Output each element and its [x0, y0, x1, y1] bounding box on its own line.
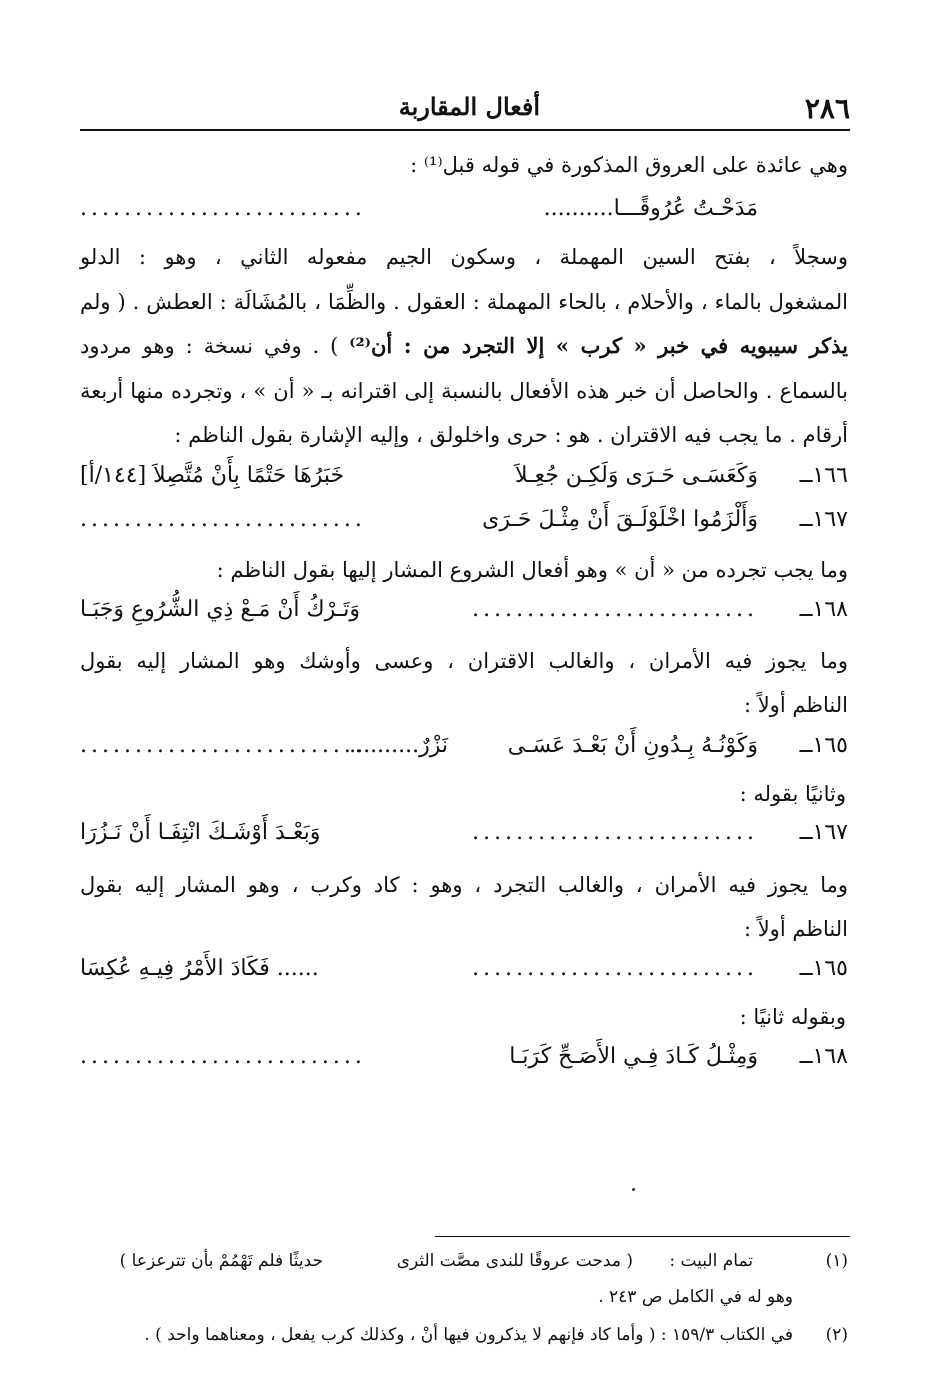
verse-hemistich-2: .......................... [80, 507, 366, 532]
verse-168b [80, 1044, 848, 1078]
print-speck [632, 1188, 635, 1191]
verse-hemistich-2: .......................... [80, 733, 366, 758]
verse-number: ١٦٥ــ [799, 733, 848, 758]
footnote-1-number: (١) [825, 1251, 848, 1271]
verse-hemistich-2: ...... فَكَادَ الأَمْرُ فِيـهِ عُكِسَا [80, 956, 319, 981]
verse-number: ١٦٧ــ [799, 507, 848, 532]
verse-number: ١٦٨ــ [799, 1044, 848, 1069]
verse-hemistich-2: خَبَرُهَا حَتْمًا بِأَنْ مُتَّصِلاَ [١٤٤/أ] [80, 463, 345, 488]
body-line-8: وما يجوز فيه الأمران ، والغالب الاقتران ، وعسى وأوشك وهو المشار إليه بقول [80, 649, 848, 673]
verse-number: ١٦٨ــ [799, 597, 848, 622]
verse-hemistich-1: .......................... [472, 597, 758, 622]
book-page: ٢٨٦ أفعال المقاربة وهي عائدة على العروق المذكورة في قوله قبل⁽¹⁾ : مَدَحْـتُ عُرُوقًـــا.......... .......................... وسجلاً ، بفتح السين المهملة ، وسكون الجيم مفعوله الثاني ، وهو : الدلو المشغول بالماء ، والأحلام ، بالحاء المهملة : العقول . والظِّمَا ، بالمُشَالَة : العطش . ( ولم يذكر سيبويه في خبر « كرب » إلا التجرد من : أن⁽²⁾ ) . وفي نسخة : وهو مردود بالسماع . والحاصل أن خبر هذه الأفعال بالنسبة إلى اقترانه بـ « أن » ، وتجرده منها أربعة أرقام . ما يجب فيه الاقتران . هو : حرى واخلولق ، وإليه الإشارة بقول الناظم : ١٦٦ــ وَكَعَسَـى حَـرَى وَلَكِـن جُعِـلاَ خَبَرُهَا حَتْمًا بِأَنْ مُتَّصِلاَ [١٤٤/أ] ١٦٧ــ وَأَلْزَمُوا اخْلَوْلَـقَ أَنْ مِثْـلَ حَـرَى .......................... وما يجب تجرده من « أن » وهو أفعال الشروع المشار إليها بقول الناظم : ١٦٨ــ .......................... وَتَـرْكُ أَنْ مَـعْ ذِي الشُّرُوعِ وَجَبَـا وما يجوز فيه الأمران ، والغالب الاقتران ، وعسى وأوشك وهو المشار إليه بقول الناظم أولاً : ١٦٥ــ وَكَوْنُـهُ بِـدُونِ أَنْ بَعْـدَ عَسَـى نَزْرٌ.......... .......................... وثانيًا بقوله : ١٦٧ــ .......................... وَبَعْـدَ أَوْشَـكَ انْتِفَـا أَنْ نَـزُرَا وما يجوز فيه الأمران ، والغالب التجرد ، وهو : كاد وكرب ، وهو المشار إليه بقول الناظم أولاً : ١٦٥ــ .......................... ...... فَكَادَ الأَمْرُ فِيـهِ عُكِسَا وبقوله ثانيًا : ١٦٨ــ وَمِثْـلُ كَـادَ فِـي الأَصَـحِّ كَرَبَـا .......................... (١) تمام البيت : ( مدحت عروقًا للندى مصَّت الثرى حديثًا فلم تَهْمُمْ بأن تترعزعا ) وهو له في الكامل ص ٢٤٣ . (٢) في الكتاب ١٥٩/٣ : ( وأما كاد فإنهم لا يذكرون فيها أنْ ، وكذلك كرب يفعل ، ومعناهما واحد ) . [0, 0, 938, 1378]
verse-165a [80, 733, 848, 767]
verse-hemistich-2: وَتَـرْكُ أَنْ مَـعْ ذِي الشُّرُوعِ وَجَبَـا [80, 597, 360, 622]
running-header [80, 92, 850, 128]
footnote-rule [435, 1236, 850, 1237]
body-line-4: يذكر سيبويه في خبر « كرب » إلا التجرد من : أن⁽²⁾ ) . وفي نسخة : وهو مردود [80, 333, 848, 358]
bold-quote: يذكر سيبويه في خبر « كرب » إلا التجرد من : أن⁽²⁾ [349, 333, 848, 358]
verse-167b [80, 820, 848, 854]
verse-hemistich-1: .......................... [472, 956, 758, 981]
body-line-6: أرقام . ما يجب فيه الاقتران . هو : حرى واخلولق ، وإليه الإشارة بقول الناظم : [174, 423, 848, 447]
verse-168a [80, 597, 848, 631]
page-number: ٢٨٦ [804, 92, 850, 125]
verse-hemistich-1: .......................... [472, 820, 758, 845]
verse-hemistich-1b: نَزْرٌ.......... [349, 733, 448, 758]
verse-number: ١٦٥ــ [799, 956, 848, 981]
verse-hemistich-2: وَبَعْـدَ أَوْشَـكَ انْتِفَـا أَنْ نَـزُرَا [80, 820, 321, 845]
verse-hemistich-1: وَأَلْزَمُوا اخْلَوْلَـقَ أَنْ مِثْـلَ حَـرَى [482, 507, 758, 532]
body-line-10: وثانيًا بقوله : [739, 782, 846, 806]
verse-hemistich-1: وَكَوْنُـهُ بِـدُونِ أَنْ بَعْـدَ عَسَـى [507, 733, 758, 758]
chapter-title: أفعال المقاربة [398, 92, 540, 121]
verse-1-hemistich-2: .......................... [80, 196, 366, 221]
verse-167a [80, 507, 848, 541]
verse-1-hemistich-1: مَدَحْـتُ عُرُوقًـــا.......... [543, 196, 758, 221]
body-line-12: الناظم أولاً : [743, 917, 848, 941]
body-line-3: المشغول بالماء ، والأحلام ، بالحاء المهملة : العقول . والظِّمَا ، بالمُشَالَة : العطش . ( ولم [80, 290, 848, 314]
verse-number: ١٦٧ــ [799, 820, 848, 845]
body-line-5: بالسماع . والحاصل أن خبر هذه الأفعال بالنسبة إلى اقترانه بـ « أن » ، وتجرده منها أربعة [80, 379, 848, 403]
header-rule [80, 129, 850, 131]
verse-1 [80, 196, 848, 230]
body-line-13: وبقوله ثانيًا : [739, 1005, 846, 1029]
footnote-2-number: (٢) [825, 1325, 848, 1345]
body-line-7: وما يجب تجرده من « أن » وهو أفعال الشروع المشار إليها بقول الناظم : [216, 558, 848, 582]
body-line-1: وهي عائدة على العروق المذكورة في قوله قبل⁽¹⁾ : [410, 153, 848, 177]
verse-number: ١٦٦ــ [799, 463, 848, 488]
verse-166 [80, 463, 848, 497]
body-line-2: وسجلاً ، بفتح السين المهملة ، وسكون الجيم مفعوله الثاني ، وهو : الدلو [80, 245, 848, 269]
verse-165b [80, 956, 848, 990]
verse-hemistich-1: وَكَعَسَـى حَـرَى وَلَكِـن جُعِـلاَ [515, 463, 758, 488]
body-line-9: الناظم أولاً : [743, 693, 848, 717]
verse-hemistich-1: وَمِثْـلُ كَـادَ فِـي الأَصَـحِّ كَرَبَـا [509, 1044, 758, 1069]
verse-hemistich-2: .......................... [80, 1044, 366, 1069]
body-line-11: وما يجوز فيه الأمران ، والغالب التجرد ، وهو : كاد وكرب ، وهو المشار إليه بقول [80, 873, 848, 897]
